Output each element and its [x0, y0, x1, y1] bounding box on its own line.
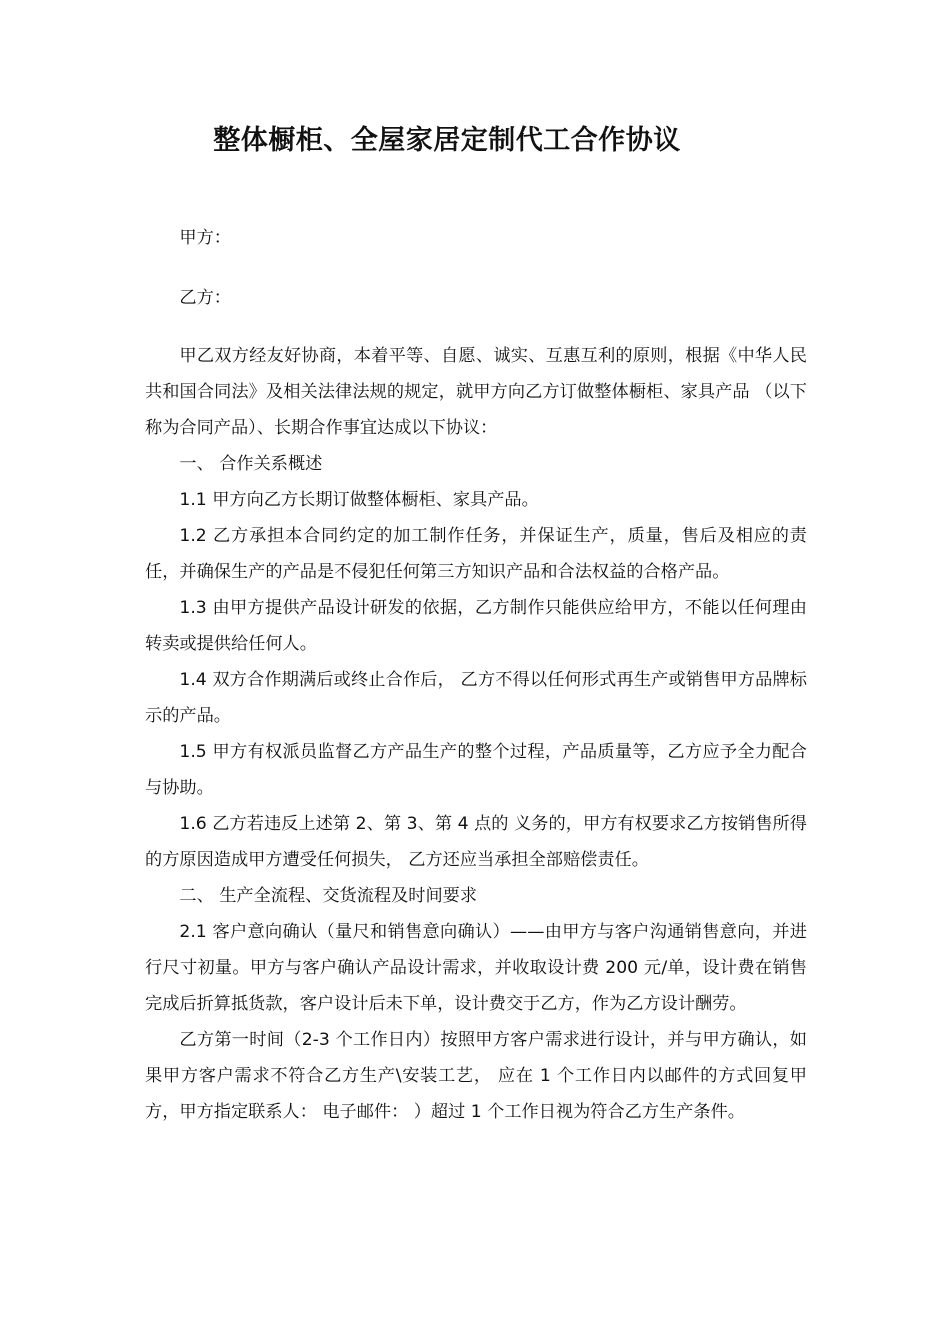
party-b-line: 乙方：: [179, 288, 231, 308]
clause-2-1-continued: 乙方第一时间（2-3 个工作日内）按照甲方客户需求进行设计，并与甲方确认，如果甲方客户需求不符合乙方生产\安装工艺， 应在 1 个工作日内以邮件的方式回复甲方，甲方指定联系人： 电子邮件： ）超过 1 个工作日视为符合乙方生产条件。: [145, 1030, 807, 1122]
section-heading-1: 一、 合作关系概述: [179, 454, 323, 474]
document-title: 整体橱柜、全屋家居定制代工合作协议: [213, 125, 681, 156]
document-body: [145, 220, 807, 1130]
intro-paragraph: 甲乙双方经友好协商，本着平等、自愿、诚实、互惠互利的原则，根据《中华人民共和国合同法》及相关法律法规的规定，就甲方向乙方订做整体橱柜、家具产品 （以下称为合同产品）、长期合作事宜达成以下协议：: [145, 346, 807, 438]
clause-1-2: 1.2 乙方承担本合同约定的加工制作任务，并保证生产，质量，售后及相应的责任，并确保生产的产品是不侵犯任何第三方知识产品和合法权益的合格产品。: [145, 526, 807, 582]
section-heading-2: 二、 生产全流程、交货流程及时间要求: [179, 886, 478, 906]
clause-2-1: 2.1 客户意向确认（量尺和销售意向确认）——由甲方与客户沟通销售意向，并进行尺寸初量。甲方与客户确认产品设计需求，并收取设计费 200 元/单，设计费在销售完成后折算抵货款，客户设计后未下单，设计费交于乙方，作为乙方设计酬劳。: [145, 922, 807, 1014]
party-a-line: 甲方：: [179, 228, 231, 248]
clause-1-6: 1.6 乙方若违反上述第 2、第 3、第 4 点的 义务的，甲方有权要求乙方按销售所得的方原因造成甲方遭受任何损失， 乙方还应当承担全部赔偿责任。: [145, 814, 807, 870]
clause-1-1: 1.1 甲方向乙方长期订做整体橱柜、家具产品。: [179, 490, 539, 510]
clause-1-5: 1.5 甲方有权派员监督乙方产品生产的整个过程，产品质量等，乙方应予全力配合与协助。: [145, 742, 807, 798]
clause-1-4: 1.4 双方合作期满后或终止合作后， 乙方不得以任何形式再生产或销售甲方品牌标示的产品。: [145, 670, 807, 726]
clause-1-3: 1.3 由甲方提供产品设计研发的依据，乙方制作只能供应给甲方，不能以任何理由转卖或提供给任何人。: [145, 598, 807, 654]
